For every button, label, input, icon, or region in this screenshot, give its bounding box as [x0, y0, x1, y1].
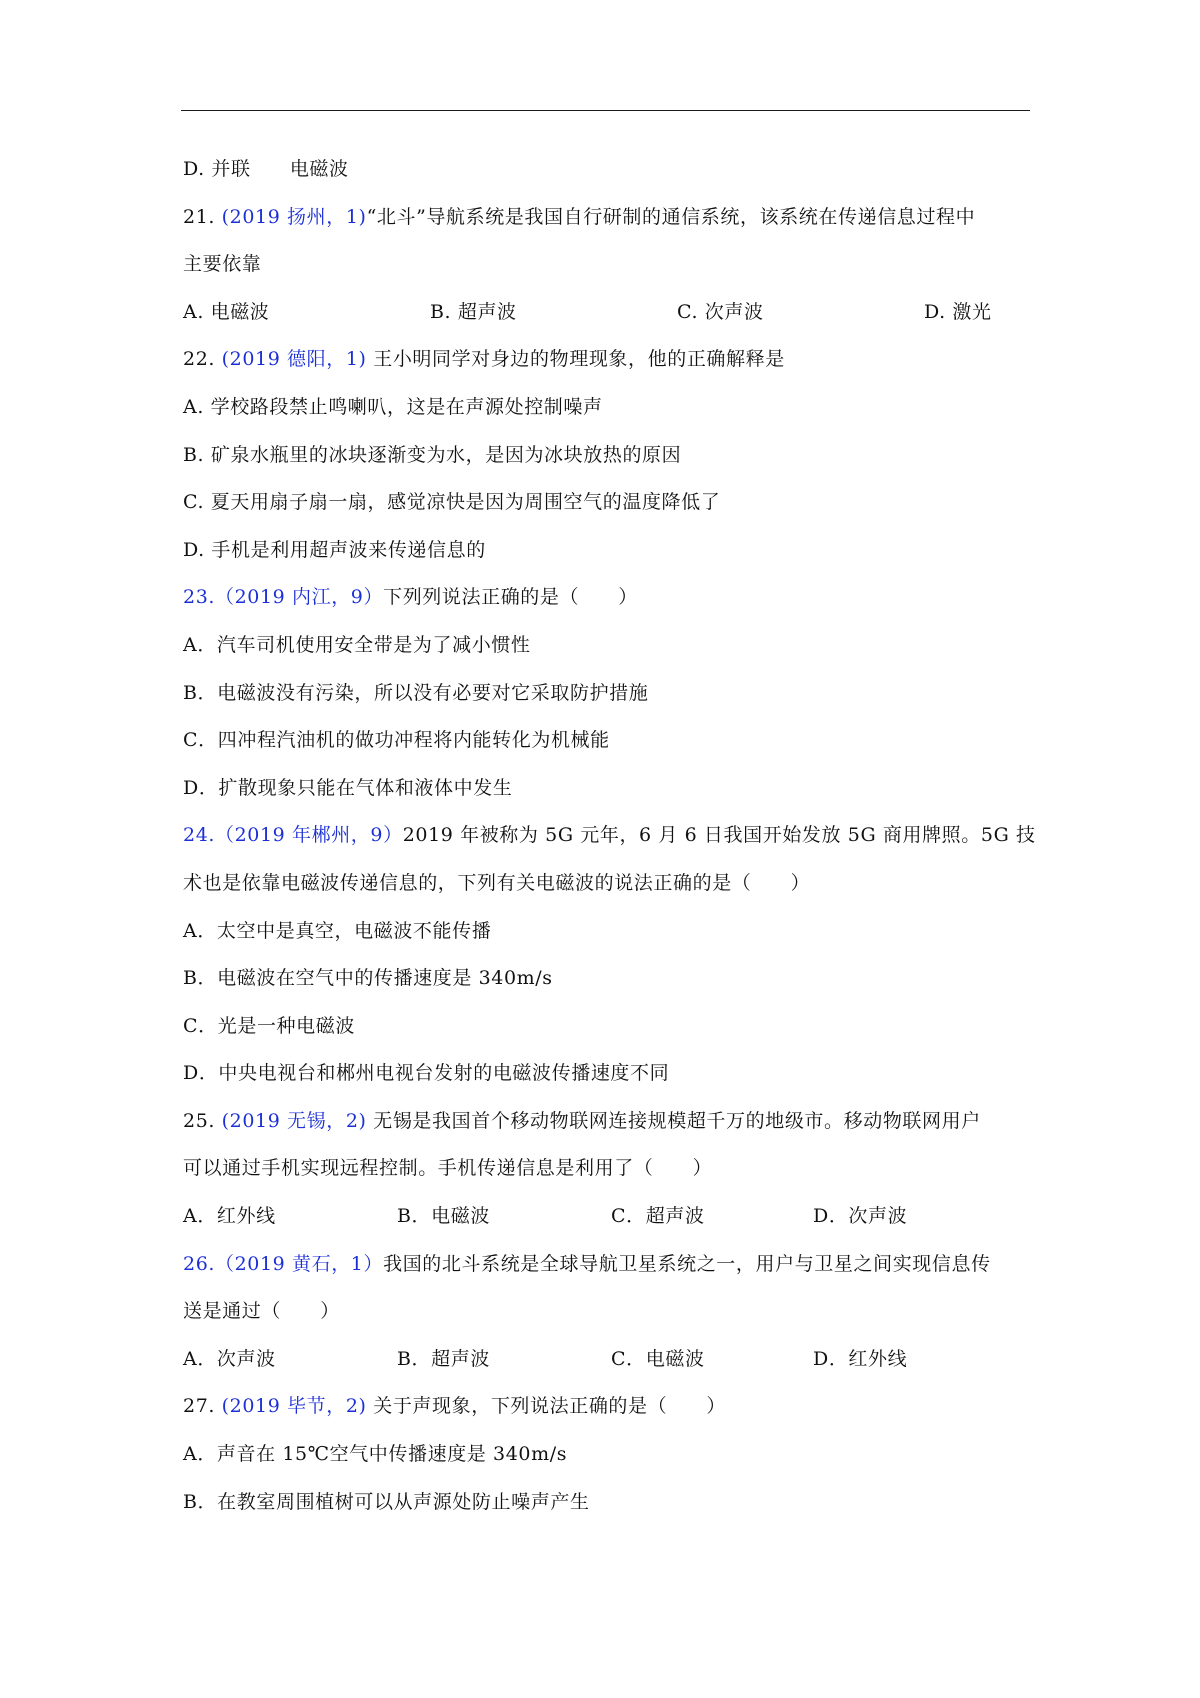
- option-a: A. 学校路段禁止鸣喇叭，这是在声源处控制噪声: [183, 395, 603, 418]
- option-b: B．电磁波没有污染，所以没有必要对它采取防护措施: [183, 681, 649, 704]
- question-number: 21.: [183, 205, 222, 228]
- option-d: D．扩散现象只能在气体和液体中发生: [183, 776, 513, 799]
- question-23: [183, 574, 1033, 622]
- option-d: D．中央电视台和郴州电视台发射的电磁波传播速度不同: [183, 1062, 670, 1085]
- question-source: 26.（2019 黄石，1）: [183, 1252, 384, 1275]
- question-stem: 我国的北斗系统是全球导航卫星系统之一，用户与卫星之间实现信息传: [383, 1252, 991, 1275]
- question-stem: 无锡是我国首个移动物联网连接规模超千万的地级市。移动物联网用户: [366, 1109, 981, 1132]
- option-a: A．汽车司机使用安全带是为了减小惯性: [183, 633, 531, 656]
- question-22: [183, 336, 1033, 384]
- options-row: [183, 1336, 1033, 1384]
- header-rule: [181, 110, 1030, 111]
- option-b: B. 超声波: [430, 300, 517, 323]
- text-line: 术也是依靠电磁波传递信息的，下列有关电磁波的说法正确的是（ ）: [183, 871, 811, 894]
- question-stem: 关于声现象，下列说法正确的是（ ）: [366, 1395, 727, 1418]
- question-number: 25.: [183, 1109, 222, 1132]
- option-c: C．光是一种电磁波: [183, 1014, 355, 1037]
- text-line: 可以通过手机实现远程控制。手机传递信息是利用了（ ）: [183, 1157, 713, 1180]
- options-row: [183, 289, 1033, 337]
- question-source: (2019 无锡，2): [221, 1109, 367, 1132]
- option-b: B．电磁波在空气中的传播速度是 340m/s: [183, 967, 553, 990]
- option-d: D．次声波: [813, 1205, 908, 1228]
- question-stem: 2019 年被称为 5G 元年，6 月 6 日我国开始发放 5G 商用牌照。5G 技: [402, 824, 1036, 847]
- question-source: 24.（2019 年郴州，9）: [183, 824, 403, 847]
- text-line: 主要依靠: [183, 253, 262, 276]
- question-number: 27.: [183, 1395, 222, 1418]
- question-24: [183, 812, 1036, 860]
- question-stem: “北斗”导航系统是我国自行研制的通信系统，该系统在传递信息过程中: [366, 205, 976, 228]
- options-row: [183, 1193, 1033, 1241]
- question-21: [183, 194, 1033, 242]
- question-25: [183, 1098, 1033, 1146]
- option-c: C．电磁波: [611, 1347, 705, 1370]
- option-a: A．太空中是真空，电磁波不能传播: [183, 919, 492, 942]
- question-stem: 下列列说法正确的是（ ）: [383, 586, 638, 609]
- question-source: (2019 毕节，2): [221, 1395, 367, 1418]
- text-line: D. 并联 电磁波: [183, 158, 349, 180]
- option-c: C．超声波: [611, 1205, 705, 1228]
- option-b: B．超声波: [397, 1347, 490, 1370]
- option-a: A. 电磁波: [183, 300, 270, 323]
- option-b: B．在教室周围植树可以从声源处防止噪声产生: [183, 1490, 590, 1513]
- option-c: C. 次声波: [677, 300, 764, 323]
- question-source: (2019 扬州，1): [221, 205, 367, 228]
- question-source: (2019 德阳，1): [221, 348, 367, 371]
- question-27: [183, 1383, 1033, 1431]
- question-26: [183, 1241, 1033, 1289]
- option-d: D．红外线: [813, 1347, 908, 1370]
- option-a: A．红外线: [183, 1205, 276, 1228]
- option-b: B. 矿泉水瓶里的冰块逐渐变为水，是因为冰块放热的原因: [183, 443, 682, 466]
- document-body: [183, 146, 1036, 1526]
- option-a: A．声音在 15℃空气中传播速度是 340m/s: [183, 1443, 568, 1466]
- option-d: D. 手机是利用超声波来传递信息的: [183, 538, 486, 561]
- option-d: D. 激光: [924, 300, 992, 323]
- question-stem: 王小明同学对身边的物理现象，他的正确解释是: [366, 348, 785, 371]
- option-a: A．次声波: [183, 1347, 276, 1370]
- option-c: C. 夏天用扇子扇一扇，感觉凉快是因为周围空气的温度降低了: [183, 491, 721, 514]
- question-source: 23.（2019 内江，9）: [183, 586, 384, 609]
- question-number: 22.: [183, 348, 222, 371]
- option-b: B．电磁波: [397, 1205, 490, 1228]
- text-line: 送是通过（ ）: [183, 1300, 340, 1323]
- option-c: C．四冲程汽油机的做功冲程将内能转化为机械能: [183, 729, 610, 752]
